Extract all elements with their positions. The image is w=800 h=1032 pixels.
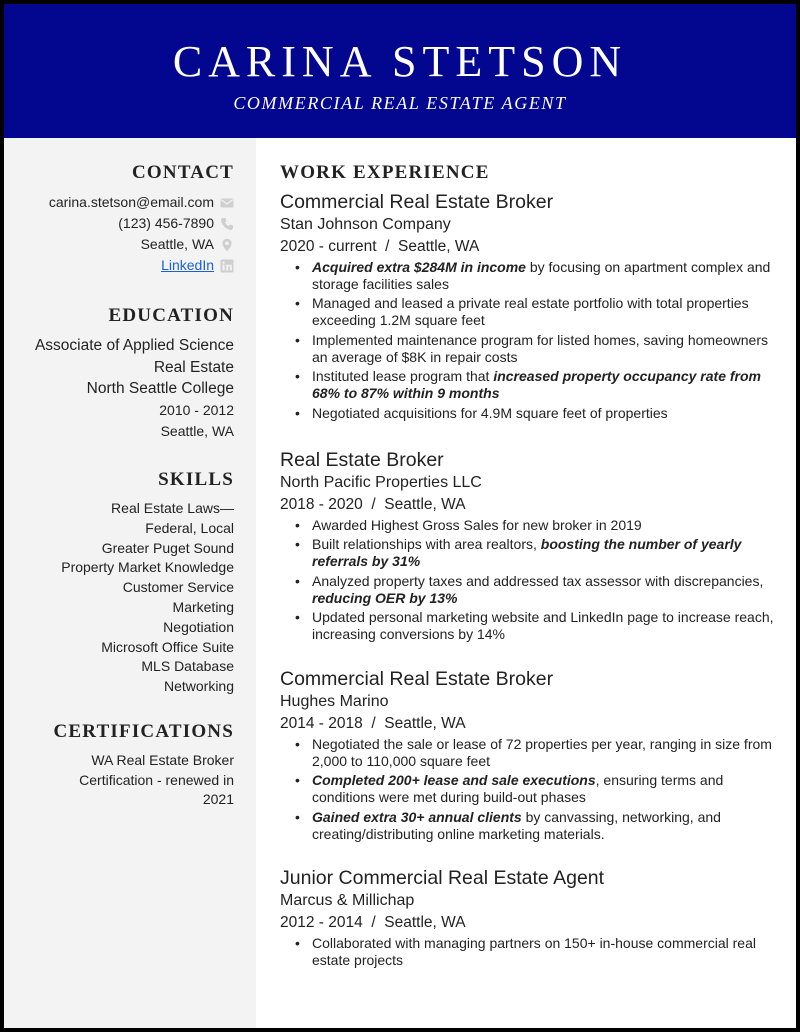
bullet-item: • Collaborated with managing partners on 150+ in-house commercial real estate projects <box>312 935 780 969</box>
job-location: Seattle, WA <box>384 914 466 931</box>
job-company: Hughes Marino <box>280 693 389 710</box>
education-heading: EDUCATION <box>108 305 234 326</box>
education-field: Real Estate <box>153 358 234 376</box>
skill-item: Negotiation <box>163 618 234 635</box>
education-school: North Seattle College <box>86 380 234 397</box>
certifications-section <box>14 721 234 810</box>
job-title: Commercial Real Estate Broker <box>280 191 554 213</box>
contact-phone[interactable]: (123) 456-7890 <box>118 215 214 231</box>
work-experience-heading: WORK EXPERIENCE <box>280 162 490 183</box>
phone-icon <box>220 217 234 231</box>
contact-email-row <box>14 192 234 213</box>
job-title: Junior Commercial Real Estate Agent <box>280 867 605 889</box>
job-entry <box>280 866 780 971</box>
contact-phone-row <box>14 213 234 234</box>
linkedin-icon <box>220 259 234 273</box>
bullet-item: • Implemented maintenance program for listed homes, saving homeowners an average of $8K in repair costs <box>312 332 780 366</box>
bullet-item: • Updated personal marketing website and LinkedIn page to increase reach, increasing conversions by 14% <box>312 609 780 643</box>
job-title: Commercial Real Estate Broker <box>280 668 554 690</box>
skill-item: Customer Service <box>122 579 234 596</box>
bullet-item: • Gained extra 30+ annual clients by canvassing, networking, and creating/distributing online marketing materials. <box>312 809 780 843</box>
skill-item: Marketing <box>172 598 234 615</box>
job-dates: 2014 - 2018 <box>280 715 363 732</box>
sidebar <box>4 138 256 1028</box>
envelope-icon <box>220 196 234 210</box>
job-meta: 2018 - 2020 / Seattle, WA <box>280 496 466 513</box>
location-pin-icon <box>220 238 234 252</box>
job-location: Seattle, WA <box>398 238 480 255</box>
bullet-item: • Negotiated acquisitions for 4.9M square feet of properties <box>312 405 780 422</box>
contact-location-row <box>14 234 234 255</box>
job-company: Marcus & Millichap <box>280 892 415 909</box>
job-company: North Pacific Properties LLC <box>280 474 482 491</box>
linkedin-link[interactable]: LinkedIn <box>161 257 214 273</box>
bullet-item: • Built relationships with area realtors, boosting the number of yearly referrals by 31% <box>312 536 780 570</box>
candidate-name: CARINA STETSON <box>172 37 628 86</box>
job-bullets <box>280 935 780 969</box>
job-entry <box>280 190 780 424</box>
bullet-item: • Negotiated the sale or lease of 72 properties per year, ranging in size from 2,000 to 110,000 square feet <box>312 736 780 770</box>
job-bullets <box>280 736 780 843</box>
job-meta: 2012 - 2014 / Seattle, WA <box>280 914 466 931</box>
certification-item: WA Real Estate Broker Certification - renewed in 2021 <box>79 752 234 807</box>
education-location: Seattle, WA <box>160 423 234 439</box>
education-section <box>14 305 234 443</box>
bullet-item: • Completed 200+ lease and sale executions, ensuring terms and conditions were met during build-out phases <box>312 772 780 806</box>
certifications-heading: CERTIFICATIONS <box>53 721 234 742</box>
job-meta: 2014 - 2018 / Seattle, WA <box>280 715 466 732</box>
bullet-item: • Analyzed property taxes and addressed tax assessor with discrepancies, reducing OER by 13% <box>312 573 780 607</box>
bullet-item: • Acquired extra $284M in income by focusing on apartment complex and storage facilities sales <box>312 259 780 293</box>
contact-section <box>14 162 234 276</box>
job-meta: 2020 - current / Seattle, WA <box>280 238 480 255</box>
skill-item: MLS Database <box>141 658 234 675</box>
job-title: Real Estate Broker <box>280 449 444 471</box>
candidate-title: COMMERCIAL REAL ESTATE AGENT <box>233 93 567 113</box>
job-location: Seattle, WA <box>384 496 466 513</box>
skills-heading: SKILLS <box>158 469 234 490</box>
job-dates: 2018 - 2020 <box>280 496 363 513</box>
skill-item: Networking <box>163 678 234 695</box>
job-bullets <box>280 517 780 643</box>
contact-linkedin-row <box>14 255 234 276</box>
job-bullets <box>280 259 780 422</box>
job-dates: 2012 - 2014 <box>280 914 363 931</box>
skill-item: Real Estate Laws—Federal, Local <box>111 500 234 536</box>
job-entry <box>280 667 780 845</box>
contact-heading: CONTACT <box>132 162 234 183</box>
job-company: Stan Johnson Company <box>280 216 451 233</box>
education-degree: Associate of Applied Science <box>34 337 234 354</box>
job-location: Seattle, WA <box>384 715 466 732</box>
job-entry <box>280 448 780 646</box>
skill-item: Microsoft Office Suite <box>101 638 234 655</box>
bullet-item: • Awarded Highest Gross Sales for new broker in 2019 <box>312 517 780 534</box>
bullet-item: • Managed and leased a private real estate portfolio with total properties exceeding 1.2M square feet <box>312 295 780 329</box>
skill-item: Greater Puget Sound Property Market Knowledge <box>61 539 234 576</box>
job-dates: 2020 - current <box>280 238 377 255</box>
education-years: 2010 - 2012 <box>159 401 234 418</box>
bullet-item: • Instituted lease program that increased property occupancy rate from 68% to 87% within 9 months <box>312 368 780 402</box>
resume-page <box>4 4 796 1028</box>
contact-location: Seattle, WA <box>140 236 214 252</box>
header-banner <box>4 4 796 138</box>
skills-section <box>14 469 234 697</box>
contact-email[interactable]: carina.stetson@email.com <box>48 194 214 210</box>
